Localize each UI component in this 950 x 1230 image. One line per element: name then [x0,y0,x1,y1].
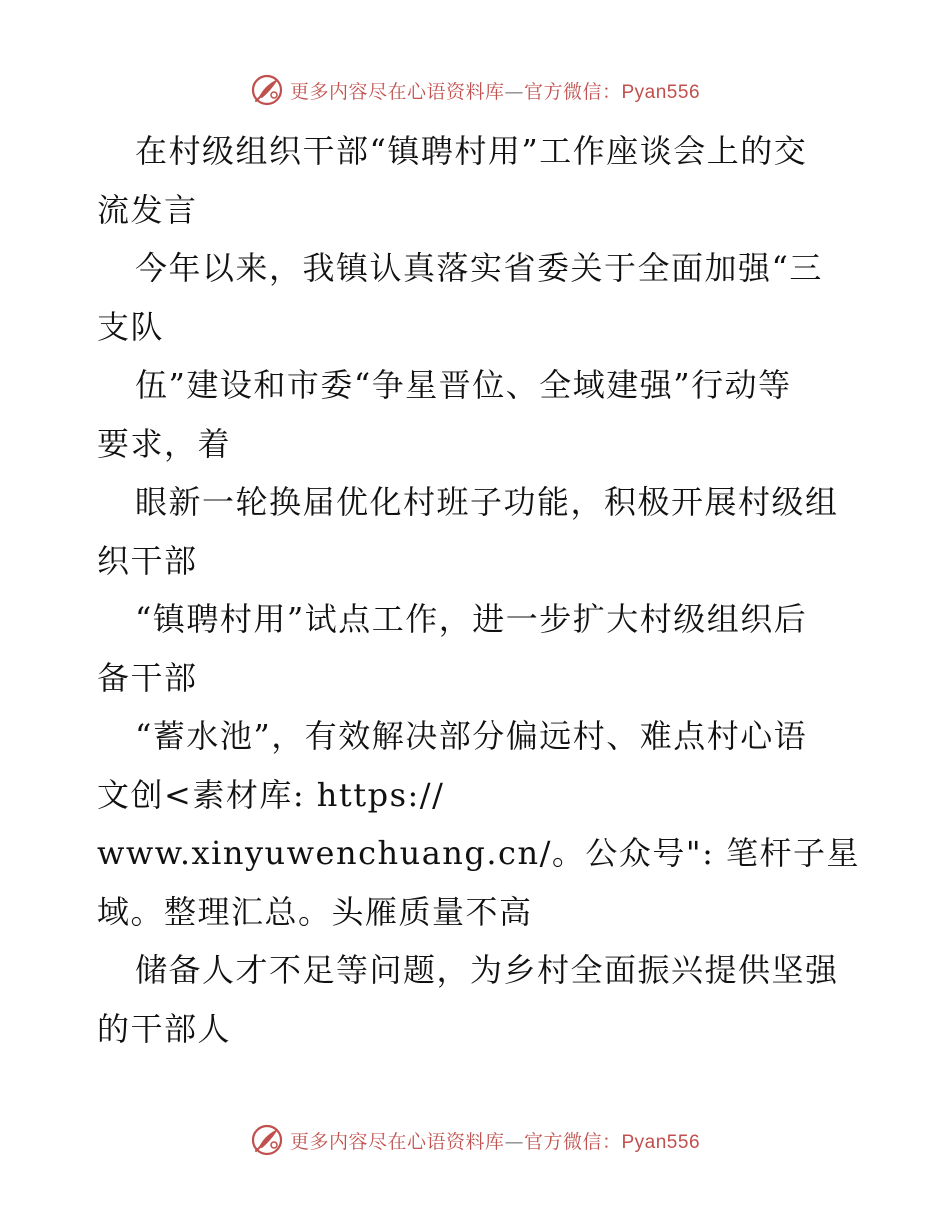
doc-line: 眼新一轮换届优化村班子功能，积极开展村级组 [135,483,839,521]
header-banner-main: 更多内容尽在心语资料库 [289,80,505,103]
header-banner[interactable] [0,70,950,110]
footer-banner-dash: — [504,1130,524,1153]
doc-line: 在村级组织干部“镇聘村用”工作座谈会上的交 [135,132,808,170]
quill-pen-logo-icon [250,73,284,107]
footer-banner-text [290,1127,700,1154]
doc-line: 域。整理汇总。头雁质量不高 [97,892,533,931]
doc-line: 的干部人 [97,1009,232,1048]
doc-line: 支队 [97,307,165,346]
header-banner-dash: — [504,80,524,103]
footer-banner-main: 更多内容尽在心语资料库 [289,1130,505,1153]
quill-pen-logo-icon [250,1123,284,1157]
doc-line: 储备人才不足等问题，为乡村全面振兴提供坚强 [135,951,839,989]
footer-banner[interactable] [0,1120,950,1160]
doc-line: 织干部 [97,541,198,580]
doc-line: 流发言 [97,190,198,229]
doc-line: “蓄水池”，有效解决部分偏远村、难点村心语 [135,717,808,755]
header-banner-wechat: 官方微信： [523,80,622,103]
header-banner-id: Pyan556 [621,81,701,103]
doc-line: “镇聘村用”试点工作，进一步扩大村级组织后 [135,600,808,638]
footer-banner-id: Pyan556 [621,1131,701,1153]
doc-line: 文创<素材库: https:// [97,775,445,814]
document-body [97,122,861,1058]
doc-line: 伍”建设和市委“争星晋位、全域建强”行动等 [135,366,792,404]
doc-line: 备干部 [97,658,198,697]
header-banner-text [290,77,700,104]
footer-banner-wechat: 官方微信： [523,1130,622,1153]
doc-line: 今年以来，我镇认真落实省委关于全面加强“三 [135,249,823,287]
doc-line: 要求，着 [97,424,232,463]
doc-line: www.xinyuwenchuang.cn/。公众号": 笔杆子星 [97,834,861,872]
